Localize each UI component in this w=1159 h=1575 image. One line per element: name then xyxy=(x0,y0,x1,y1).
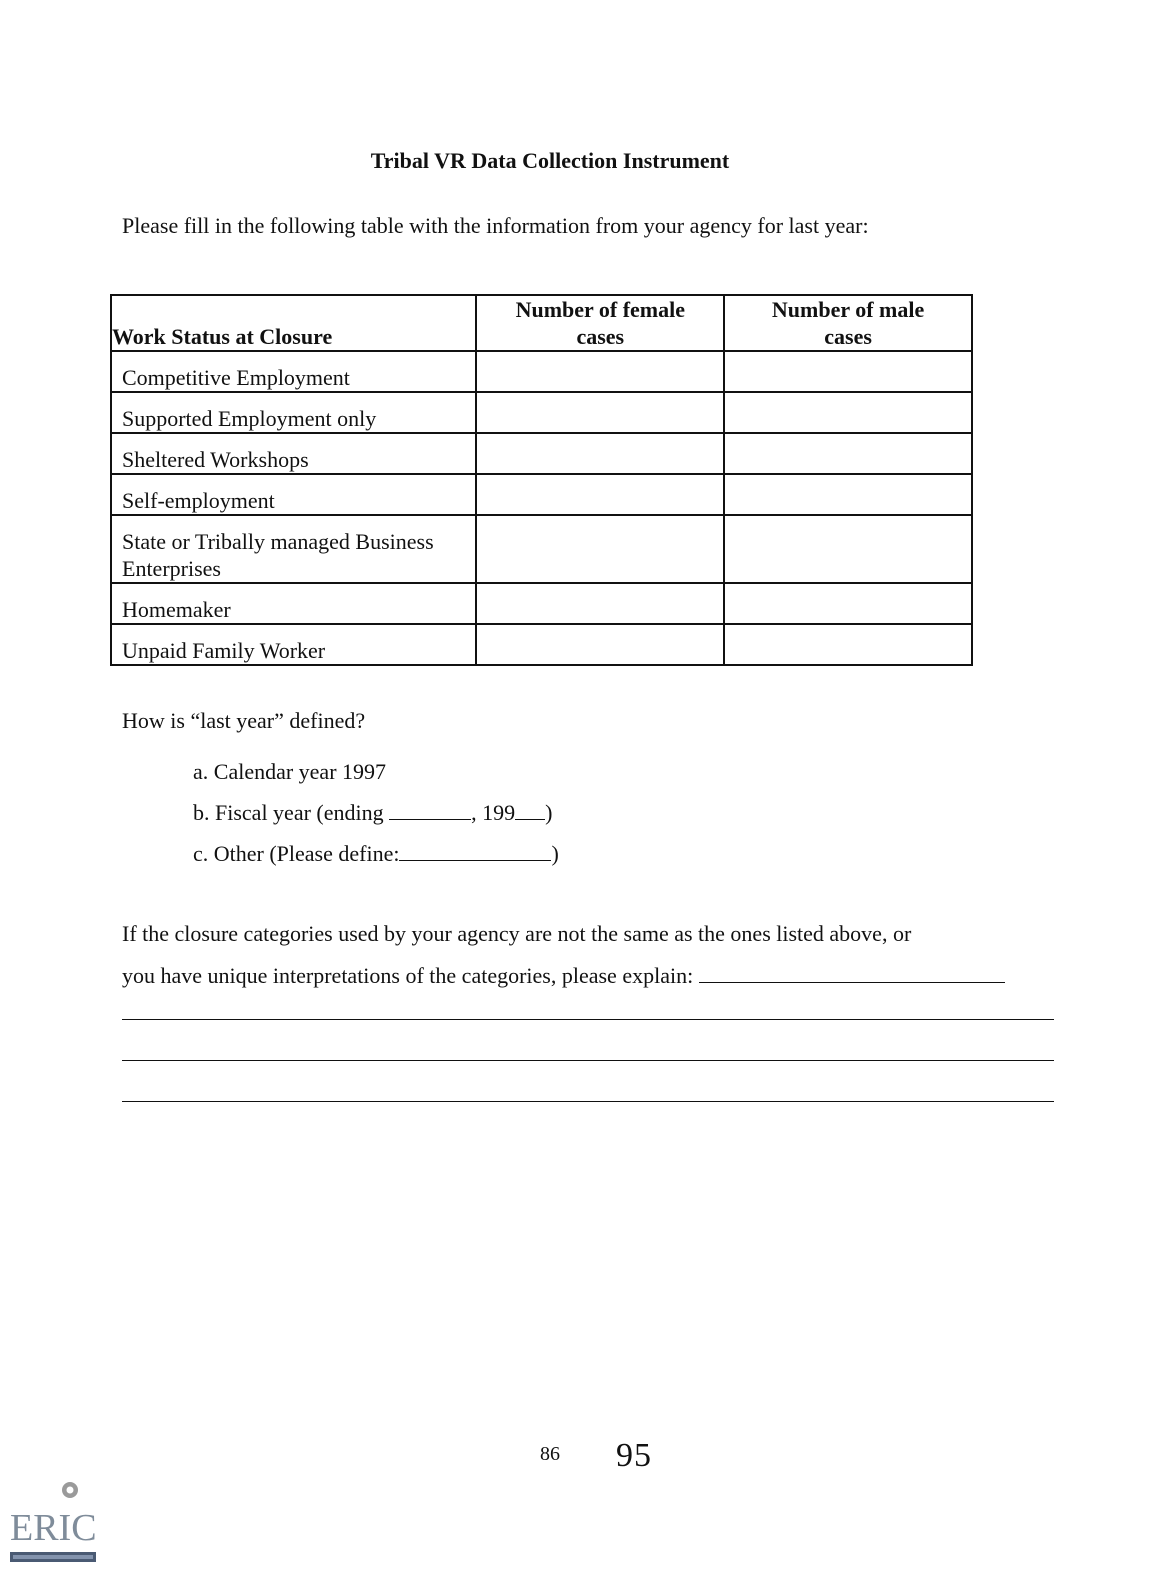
header-female-line1: Number of female xyxy=(515,297,686,322)
row-label-self-employment: Self-employment xyxy=(111,474,476,515)
header-male-cases xyxy=(724,295,972,351)
header-work-status-label: Work Status at Closure xyxy=(112,324,333,349)
eric-logo-icon xyxy=(4,1480,98,1568)
option-c-other xyxy=(193,833,559,874)
row-label-unpaid-family-worker: Unpaid Family Worker xyxy=(111,624,476,665)
male-cases-cell[interactable] xyxy=(724,474,972,515)
female-cases-cell[interactable] xyxy=(476,624,724,665)
female-cases-cell[interactable] xyxy=(476,583,724,624)
option-b-fiscal-year xyxy=(193,792,559,833)
row-label-homemaker: Homemaker xyxy=(111,583,476,624)
option-a-calendar-year xyxy=(193,751,559,792)
option-b-close: ) xyxy=(545,800,553,825)
table-row xyxy=(111,474,972,515)
male-cases-cell[interactable] xyxy=(724,583,972,624)
male-cases-cell[interactable] xyxy=(724,392,972,433)
fiscal-ending-blank[interactable] xyxy=(389,818,471,820)
option-c-close: ) xyxy=(551,841,559,866)
explain-answer-line-2[interactable] xyxy=(122,1060,1054,1061)
last-year-question: How is “last year” defined? xyxy=(122,708,366,733)
option-a-label: a. Calendar year 1997 xyxy=(193,759,387,784)
female-cases-cell[interactable] xyxy=(476,392,724,433)
male-cases-cell[interactable] xyxy=(724,515,972,583)
explain-answer-blank[interactable] xyxy=(699,981,1005,983)
female-cases-cell[interactable] xyxy=(476,515,724,583)
explain-answer-line-1[interactable] xyxy=(122,1019,1054,1020)
instructions-text: Please fill in the following table with the information from your agency for last year: xyxy=(122,213,869,238)
table-row xyxy=(111,392,972,433)
explain-line-1: If the closure categories used by your agency are not the same as the ones listed above, or xyxy=(122,921,912,946)
option-b-year-prefix: , 199 xyxy=(471,800,516,825)
table-row xyxy=(111,583,972,624)
row-label-business-enterprises: State or Tribally managed Business Enterprises xyxy=(111,515,476,583)
row-label-sheltered-workshops: Sheltered Workshops xyxy=(111,433,476,474)
table-row xyxy=(111,624,972,665)
header-male-line1: Number of male xyxy=(771,297,925,322)
explain-line-2: you have unique interpretations of the categories, please explain: xyxy=(122,963,699,988)
option-c-label: c. Other (Please define: xyxy=(193,841,400,866)
male-cases-cell[interactable] xyxy=(724,433,972,474)
header-female-line2: cases xyxy=(576,324,625,349)
explain-paragraph xyxy=(122,913,1062,997)
table-header-row xyxy=(111,295,972,351)
closure-table xyxy=(110,294,973,666)
stamped-page-number: 95 xyxy=(616,1437,652,1474)
last-year-options xyxy=(193,751,559,874)
female-cases-cell[interactable] xyxy=(476,433,724,474)
option-b-label: b. Fiscal year (ending xyxy=(193,800,390,825)
explain-answer-line-3[interactable] xyxy=(122,1101,1054,1102)
male-cases-cell[interactable] xyxy=(724,351,972,392)
page-title: Tribal VR Data Collection Instrument xyxy=(370,148,730,173)
header-female-cases xyxy=(476,295,724,351)
explain-line-2-row xyxy=(122,955,1062,997)
fiscal-year-blank[interactable] xyxy=(515,818,545,820)
row-label-supported-employment: Supported Employment only xyxy=(111,392,476,433)
male-cases-cell[interactable] xyxy=(724,624,972,665)
female-cases-cell[interactable] xyxy=(476,474,724,515)
row-label-competitive-employment: Competitive Employment xyxy=(111,351,476,392)
header-male-line2: cases xyxy=(824,324,872,349)
table-row xyxy=(111,351,972,392)
table-row xyxy=(111,515,972,583)
female-cases-cell[interactable] xyxy=(476,351,724,392)
other-define-blank[interactable] xyxy=(399,859,551,861)
page-number: 86 xyxy=(540,1443,560,1465)
header-work-status xyxy=(111,295,476,351)
eric-logo-text: ERIC xyxy=(10,1507,97,1549)
table-row xyxy=(111,433,972,474)
